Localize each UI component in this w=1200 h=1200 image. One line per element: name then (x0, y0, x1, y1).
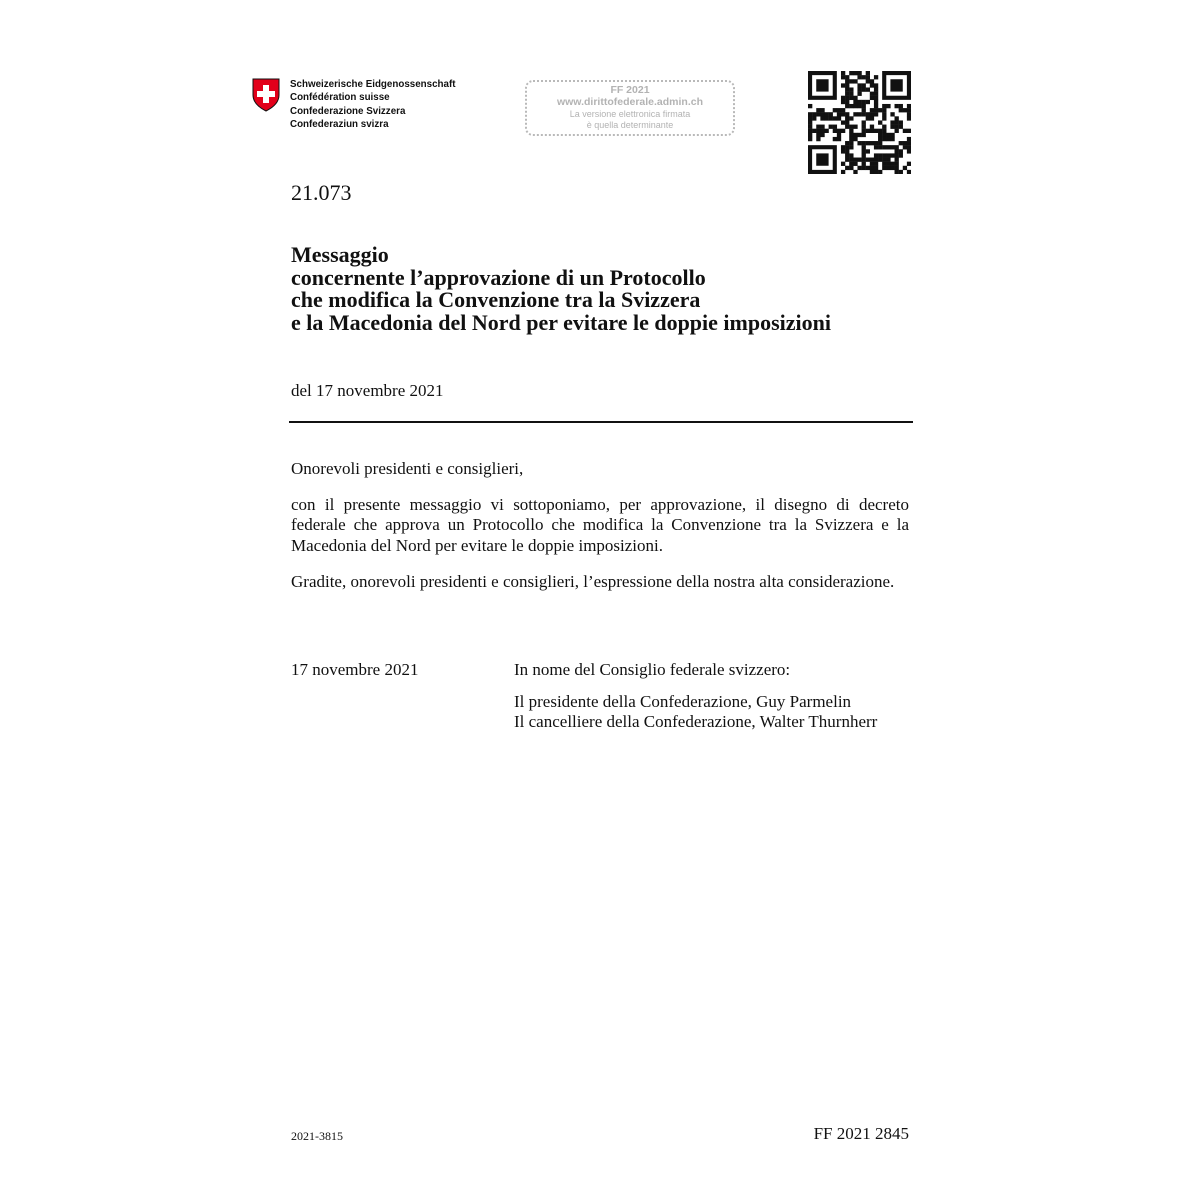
salutation: Onorevoli presidenti e consiglieri, (291, 459, 524, 478)
qr-code-icon (808, 71, 911, 174)
logo-line-de: Schweizerische Eidgenossenschaft (290, 79, 456, 90)
logo-line-rm: Confederaziun svizra (290, 118, 389, 130)
signatories (514, 692, 877, 733)
stamp-line-4: è quella determinante (586, 120, 674, 130)
title-line: che modifica la Convenzione tra la Svizzera (291, 287, 701, 312)
signature-date: 17 novembre 2021 (291, 660, 419, 679)
title-line: concernente l’approvazione di un Protocollo (291, 264, 706, 290)
stamp-line-2: www.dirittofederale.admin.ch (556, 96, 704, 108)
logo-line-fr: Confédération suisse (290, 92, 390, 104)
stamp-line-1: FF 2021 (610, 84, 650, 96)
signatory-president: Il presidente della Confederazione, Guy Parmelin (514, 692, 852, 711)
horizontal-divider (289, 421, 913, 423)
signed-version-stamp (525, 80, 735, 136)
logo-text (290, 78, 456, 131)
title-line: Messaggio (291, 242, 389, 267)
document-number: 21.073 (291, 180, 352, 205)
signatory-chancellor: Il cancelliere della Confederazione, Walter Thurnherr (514, 712, 878, 732)
footer-reference: 2021-3815 (291, 1129, 343, 1143)
stamp-line-3: La versione elettronica firmata (569, 109, 691, 119)
body-paragraph: Gradite, onorevoli presidenti e consiglieri, l’espressione della nostra alta considerazione. (291, 572, 895, 591)
swiss-federal-logo (252, 74, 467, 134)
swiss-cross-shield-icon (252, 78, 280, 112)
document-title (291, 244, 831, 334)
logo-line-it: Confederazione Svizzera (290, 105, 406, 117)
footer-page-id: FF 2021 2845 (813, 1124, 909, 1143)
signature-on-behalf: In nome del Consiglio federale svizzero: (514, 660, 791, 679)
body-paragraph: con il presente messaggio vi sottoponiamo, per approvazione, il disegno di decreto federale che approva un Protocollo che modifica la Convenzione tra la Svizzera e la Macedonia del Nord per evitare le doppie imposizioni. (291, 495, 909, 555)
document-date: del 17 novembre 2021 (291, 381, 444, 400)
title-line: e la Macedonia del Nord per evitare le doppie imposizioni (291, 309, 831, 335)
